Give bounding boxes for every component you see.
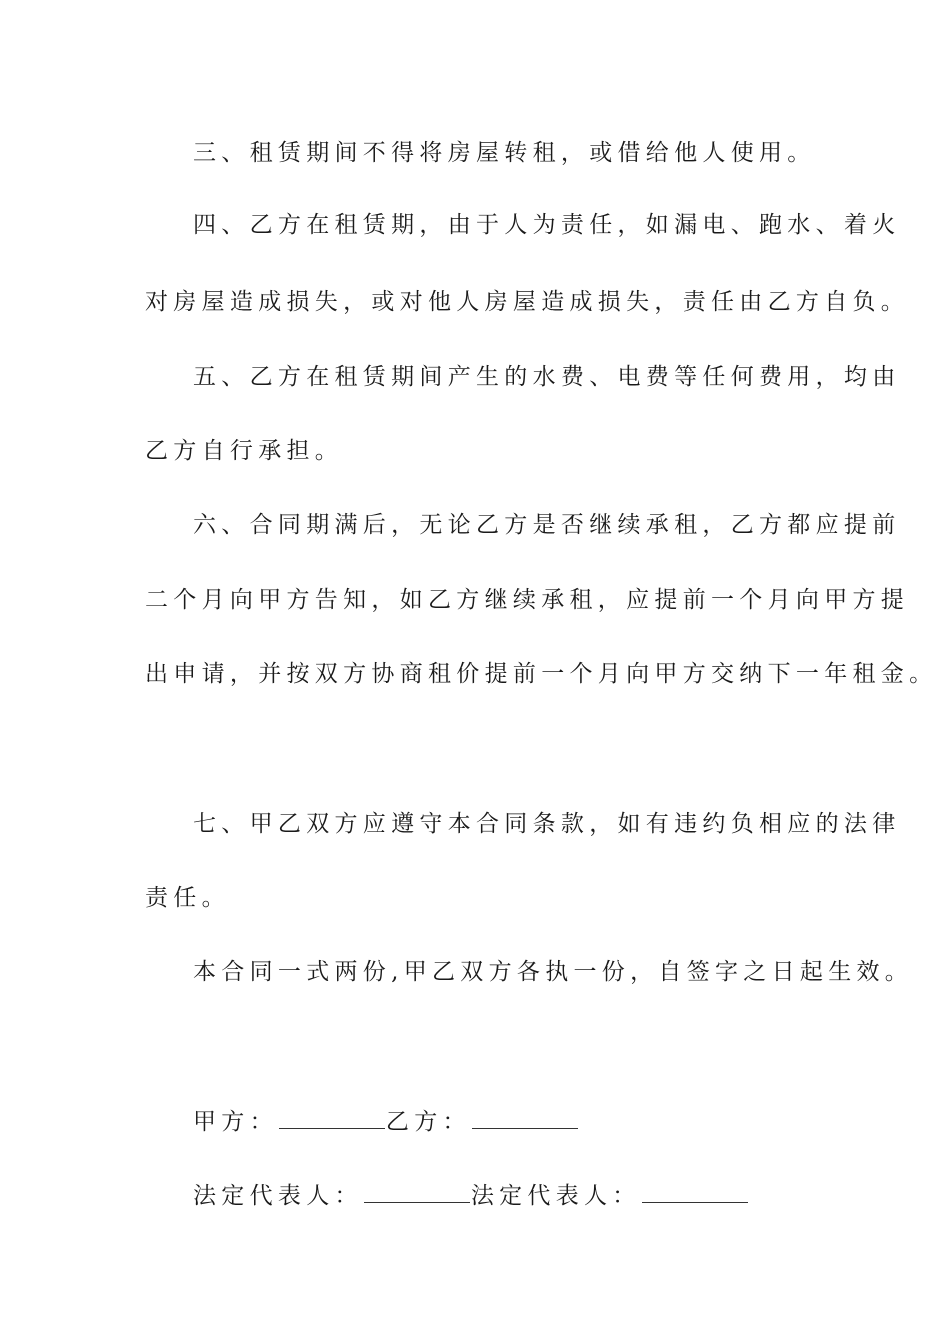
clause-4-line-2: 对房屋造成损失，或对他人房屋造成损失，责任由乙方自负。 — [145, 289, 910, 315]
validity-statement: 本合同一式两份,甲乙双方各执一份，自签字之日起生效。 — [193, 959, 914, 985]
rep-b-label: 法定代表人： — [470, 1183, 641, 1209]
clause-7-line-2: 责任。 — [145, 885, 230, 911]
clause-6-line-3: 出申请，并按双方协商租价提前一个月向甲方交纳下一年租金。 — [145, 661, 938, 687]
clause-3-line-1: 三、租赁期间不得将房屋转租，或借给他人使用。 — [193, 140, 816, 166]
rep-a-blank — [364, 1184, 470, 1203]
clause-5-line-1: 五、乙方在租赁期间产生的水费、电费等任何费用，均由 — [193, 364, 901, 390]
clause-6-line-2: 二个月向甲方告知，如乙方继续承租，应提前一个月向甲方提 — [145, 587, 910, 613]
party-b-label: 乙方： — [385, 1109, 471, 1135]
clause-4-line-1: 四、乙方在租赁期，由于人为责任，如漏电、跑水、着火 — [193, 212, 901, 238]
clause-5-line-2: 乙方自行承担。 — [145, 438, 344, 464]
representative-signature-row — [193, 1181, 749, 1211]
rep-a-label: 法定代表人： — [193, 1183, 363, 1209]
clause-7-line-1: 七、甲乙双方应遵守本合同条款，如有违约负相应的法律 — [193, 811, 901, 837]
clause-6-line-1: 六、合同期满后，无论乙方是否继续承租，乙方都应提前 — [193, 512, 901, 538]
party-a-label: 甲方： — [193, 1109, 278, 1135]
party-b-blank — [472, 1110, 578, 1129]
rep-b-blank — [642, 1184, 748, 1203]
party-signature-row — [193, 1107, 579, 1137]
party-a-blank — [279, 1110, 385, 1129]
